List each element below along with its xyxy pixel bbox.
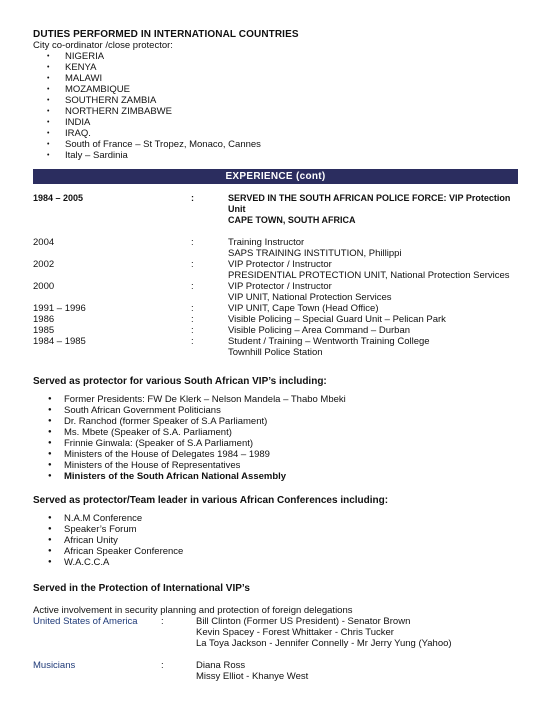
experience-role: Visible Policing – Area Command – Durban <box>228 325 411 336</box>
separator: : <box>191 314 194 325</box>
experience-row <box>33 303 518 314</box>
list-item: ● Dr. Ranchod (former Speaker of S.A Parliament) <box>33 416 518 427</box>
experience-years: 1985 <box>33 325 55 336</box>
separator: : <box>191 325 194 336</box>
vip-names: Diana Ross <box>196 660 246 671</box>
experience-years: 1984 – 2005 <box>33 193 84 203</box>
experience-row <box>33 281 518 303</box>
vip-country-label: United States of America <box>33 616 138 627</box>
intl-vips-heading: Served in the Protection of International VIP’s <box>33 583 250 594</box>
experience-years: 1986 <box>33 314 55 325</box>
experience-location: CAPE TOWN, SOUTH AFRICA <box>228 215 356 225</box>
vip-country-label: Musicians <box>33 660 76 671</box>
list-item: ● South African Government Politicians <box>33 405 518 416</box>
list-item: • NORTHERN ZIMBABWE <box>33 106 518 117</box>
vip-row <box>33 660 518 682</box>
experience-row <box>33 314 518 325</box>
experience-row <box>33 336 518 358</box>
experience-rows <box>33 237 518 358</box>
list-item: ● Ministers of the House of Delegates 1984 – 1989 <box>33 449 518 460</box>
list-item: • KENYA <box>33 62 518 73</box>
list-item: • South of France – St Tropez, Monaco, Cannes <box>33 139 518 150</box>
separator: : <box>161 660 164 671</box>
experience-location: SAPS TRAINING INSTITUTION, Phillippi <box>228 248 402 259</box>
separator: : <box>191 259 194 270</box>
vip-names: Missy Elliot - Khanye West <box>196 671 309 682</box>
experience-role: VIP Protector / Instructor <box>228 281 332 292</box>
separator: : <box>191 303 194 314</box>
list-item: • INDIA <box>33 117 518 128</box>
experience-role: VIP UNIT, Cape Town (Head Office) <box>228 303 379 314</box>
experience-role: Training Instructor <box>228 237 305 248</box>
list-item: • MALAWI <box>33 73 518 84</box>
separator: : <box>161 616 164 627</box>
experience-years: 1984 – 1985 <box>33 336 86 347</box>
experience-years: 2004 <box>33 237 55 248</box>
list-item: ● W.A.C.C.A <box>33 557 518 568</box>
experience-section-bar: EXPERIENCE (cont) <box>33 169 518 184</box>
list-item: ● Ministers of the South African National Assembly <box>33 471 518 482</box>
vip-names: Kevin Spacey - Forest Whittaker - Chris Tucker <box>196 627 394 638</box>
list-item: ● Speaker’s Forum <box>33 524 518 535</box>
list-item: ● Frinnie Ginwala: (Speaker of S.A Parliament) <box>33 438 518 449</box>
vip-names: La Toya Jackson - Jennifer Connelly - Mr Jerry Yung (Yahoo) <box>196 638 452 649</box>
list-item: ● Former Presidents: FW De Klerk – Nelson Mandela – Thabo Mbeki <box>33 394 518 405</box>
country-list <box>33 51 518 161</box>
intl-duties-subtitle: City co-ordinator /close protector: <box>33 40 173 51</box>
list-item: ● N.A.M Conference <box>33 513 518 524</box>
experience-years: 1991 – 1996 <box>33 303 86 314</box>
list-item: ● African Unity <box>33 535 518 546</box>
separator: : <box>191 336 194 347</box>
vip-row <box>33 616 518 649</box>
experience-role: VIP Protector / Instructor <box>228 259 332 270</box>
intl-duties-title: DUTIES PERFORMED IN INTERNATIONAL COUNTRIES <box>33 29 299 40</box>
experience-location: Townhill Police Station <box>228 347 323 358</box>
conferences-heading: Served as protector/Team leader in various African Conferences including: <box>33 495 389 506</box>
experience-location: PRESIDENTIAL PROTECTION UNIT, National Protection Services <box>228 270 510 281</box>
intl-vips-intro: Active involvement in security planning and protection of foreign delegations <box>33 605 353 616</box>
vip-names: Bill Clinton (Former US President) - Senator Brown <box>196 616 411 627</box>
experience-main-entry <box>33 193 518 226</box>
experience-row <box>33 259 518 281</box>
experience-role: Visible Policing – Special Guard Unit – Pelican Park <box>228 314 446 325</box>
list-item: ● Ms. Mbete (Speaker of S.A. Parliament) <box>33 427 518 438</box>
experience-location: VIP UNIT, National Protection Services <box>228 292 392 303</box>
experience-years: 2002 <box>33 259 55 270</box>
conferences-list <box>33 513 518 568</box>
sa-vips-list <box>33 394 518 482</box>
experience-row <box>33 237 518 259</box>
experience-role: SERVED IN THE SOUTH AFRICAN POLICE FORCE: VIP Protection Unit <box>228 193 511 214</box>
list-item: • NIGERIA <box>33 51 518 62</box>
experience-row <box>33 325 518 336</box>
experience-years: 2000 <box>33 281 55 292</box>
sa-vips-heading: Served as protector for various South African VIP’s including: <box>33 376 327 387</box>
separator: : <box>191 281 194 292</box>
separator: : <box>191 193 194 203</box>
list-item: • Italy – Sardinia <box>33 150 518 161</box>
resume-page <box>33 29 518 682</box>
separator: : <box>191 237 194 248</box>
list-item: • IRAQ. <box>33 128 518 139</box>
experience-role: Student / Training – Wentworth Training College <box>228 336 430 347</box>
list-item: • SOUTHERN ZAMBIA <box>33 95 518 106</box>
list-item: ● Ministers of the House of Representatives <box>33 460 518 471</box>
list-item: ● African Speaker Conference <box>33 546 518 557</box>
list-item: • MOZAMBIQUE <box>33 84 518 95</box>
